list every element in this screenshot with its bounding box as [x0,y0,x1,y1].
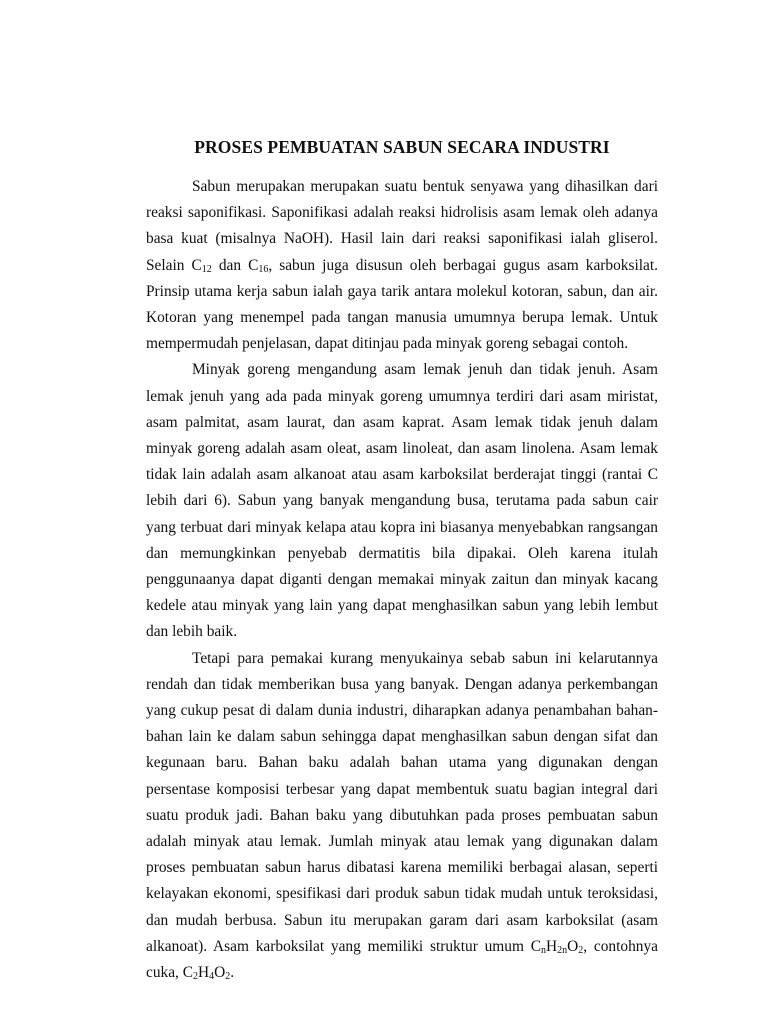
paragraph-2 [146,357,658,645]
paragraph-text: , contohnya cuka, C [146,937,658,982]
paragraph-text: H [546,937,558,955]
paragraph-3 [146,646,658,987]
document-page [146,134,658,986]
subscript-text: n [541,944,546,956]
subscript-text: 2 [578,944,584,956]
paragraph-1 [146,174,658,357]
paragraph-text: Tetapi para pemakai kurang menyukainya sebab sabun ini kelarutannya rendah dan tidak memberikan busa yang banyak. Dengan adanya perkembangan yang cukup pesat di dalam dunia industri, diharapkan adanya penambahan bahan-bahan lain ke dalam sabun sehingga dapat menghasilkan sabun dengan sifat dan kegunaan baru. Bahan baku adalah bahan utama yang digunakan dengan persentase komposisi terbesar yang dapat membentuk suatu bagian integral dari suatu produk jadi. Bahan baku yang dibutuhkan pada proses pembuatan sabun adalah minyak atau lemak. Jumlah minyak atau lemak yang digunakan dalam proses pembuatan sabun harus dibatasi karena memiliki berbagai alasan, seperti kelayakan ekonomi, spesifikasi dari produk sabun tidak mudah untuk teroksidasi, dan mudah berbusa. Sabun itu merupakan garam dari asam karboksilat (asam alkanoat). Asam karboksilat yang memiliki struktur umum C [146,649,658,955]
subscript-text: 12 [201,263,212,275]
paragraph-text: Minyak goreng mengandung asam lemak jenuh dan tidak jenuh. Asam lemak jenuh yang ada pada minyak goreng umumnya terdiri dari asam miristat, asam palmitat, asam laurat, dan asam kaprat. Asam lemak tidak jenuh dalam minyak goreng adalah asam oleat, asam linoleat, dan asam linolena. Asam lemak tidak lain adalah asam alkanoat atau asam karboksilat berderajat tinggi (rantai C lebih dari 6). Sabun yang banyak mengandung busa, terutama pada sabun cair yang terbuat dari minyak kelapa atau kopra ini biasanya menyebabkan rangsangan dan memungkinkan penyebab dermatitis bila dipakai. Oleh karena itulah penggunaanya dapat diganti dengan memakai minyak zaitun dan minyak kacang kedele atau minyak yang lain yang dapat menghasilkan sabun yang lebih lembut dan lebih baik. [146,361,658,641]
paragraph-text: . [230,964,235,982]
paragraph-text: O [214,964,226,982]
paragraph-text: , sabun juga disusun oleh berbagai gugus asam karboksilat. Prinsip utama kerja sabun ialah gaya tarik antara molekul kotoran, sabun, dan air. Kotoran yang menempel pada tangan manusia umumnya berupa lemak. Untuk mempermudah penjelasan, dapat ditinjau pada minyak goreng sebagai contoh. [146,256,658,353]
paragraph-text: Sabun merupakan merupakan suatu bentuk senyawa yang dihasilkan dari reaksi saponifikasi. Saponifikasi adalah reaksi hidrolisis asam lemak oleh adanya basa kuat (misalnya NaOH). Hasil lain dari reaksi saponifikasi ialah gliserol. Selain C [146,178,658,274]
paragraph-text: dan C [211,256,259,274]
subscript-text: 2 [225,971,231,983]
subscript-text: 2n [557,944,568,956]
document-body [146,174,658,986]
subscript-text: 2 [193,971,199,983]
paragraph-text: H [198,964,210,982]
document-title: PROSES PEMBUATAN SABUN SECARA INDUSTRI [194,137,610,157]
paragraph-text: O [567,937,579,955]
subscript-text: 4 [209,971,215,983]
subscript-text: 16 [258,263,269,275]
